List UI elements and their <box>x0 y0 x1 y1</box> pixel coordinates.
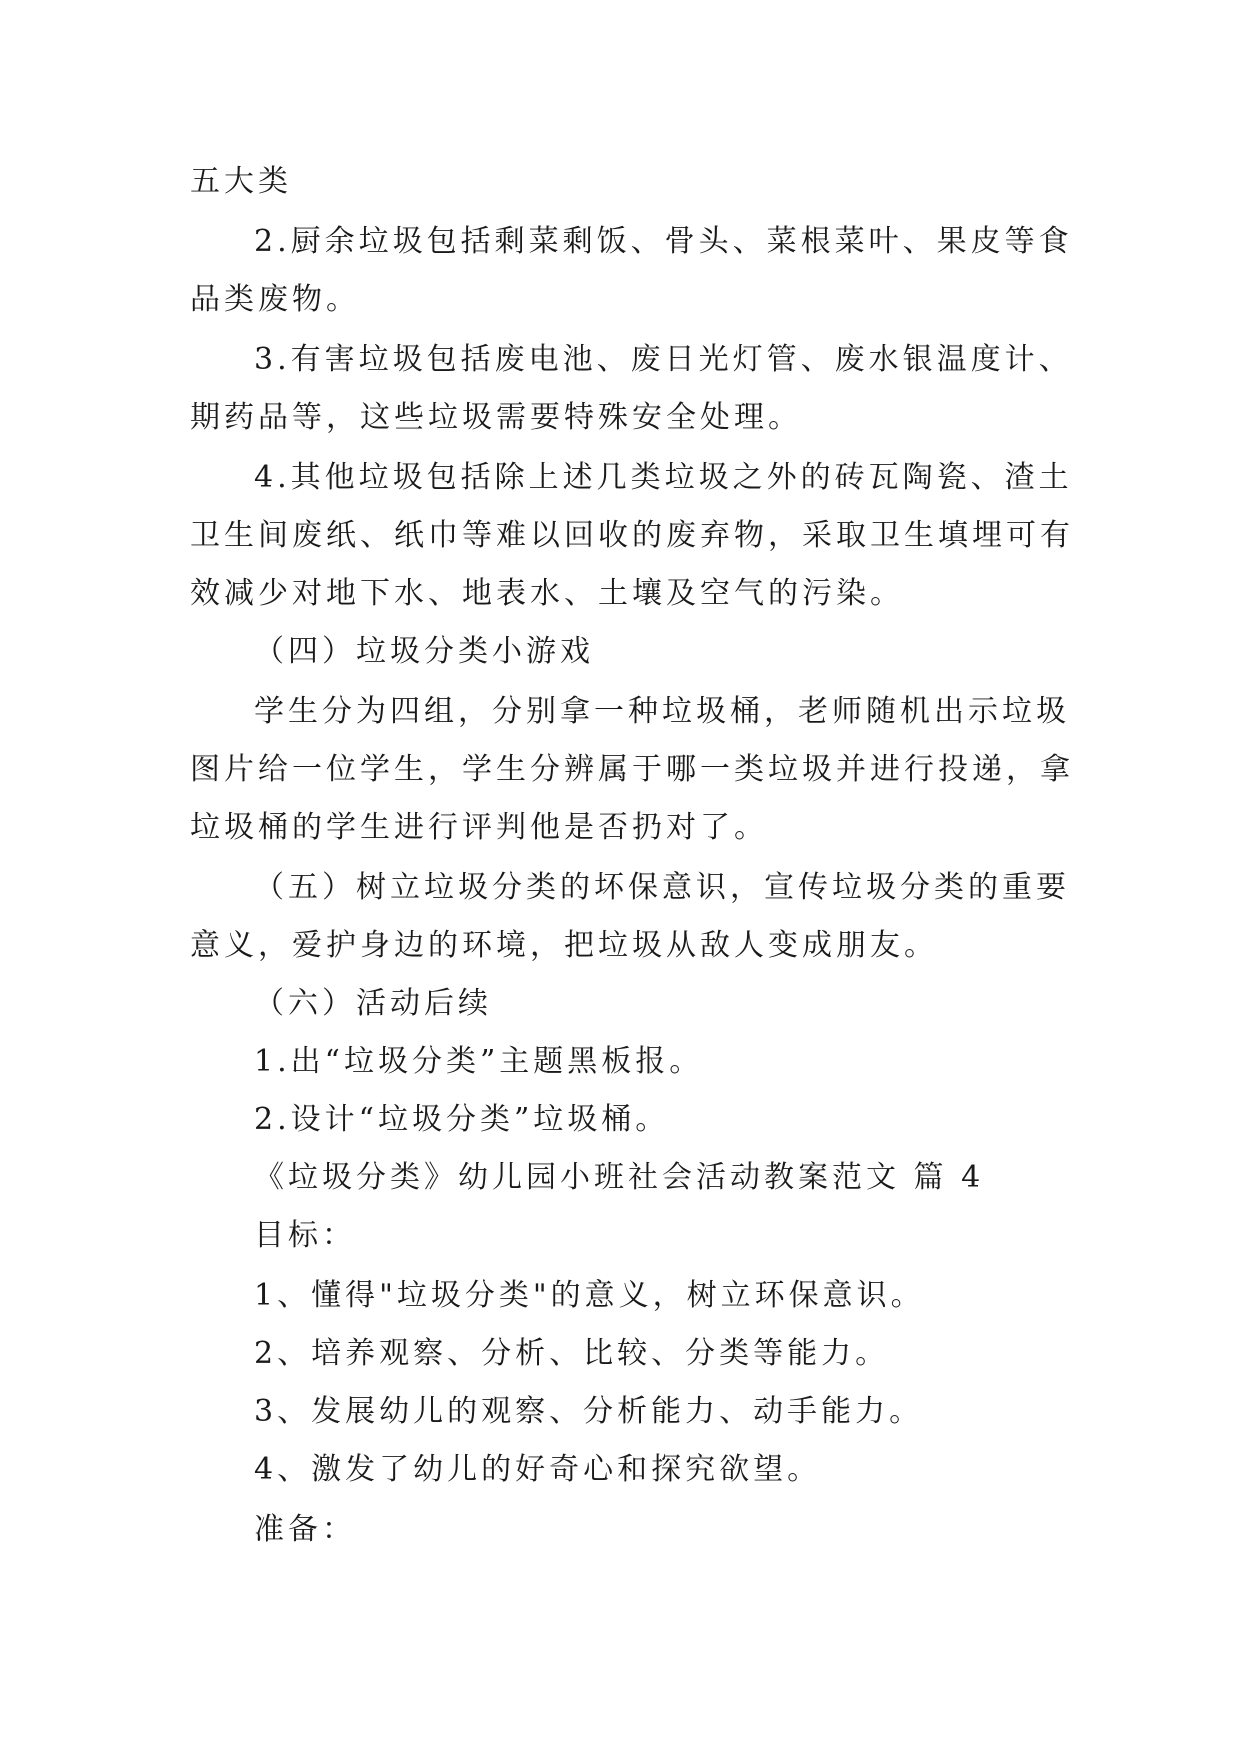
text-line: 3.有害垃圾包括废电池、废日光灯管、废水银温度计、 <box>254 342 1073 377</box>
section-heading: （四）垃圾分类小游戏 <box>254 634 594 669</box>
text-line: 学生分为四组，分别拿一种垃圾桶，老师随机出示垃圾 <box>254 694 1070 729</box>
list-item: 2、培养观察、分析、比较、分类等能力。 <box>254 1336 890 1371</box>
text-line: 1.出“垃圾分类”主题黑板报。 <box>254 1044 704 1079</box>
article-title: 《垃圾分类》幼儿园小班社会活动教案范文 篇 4 <box>254 1160 985 1195</box>
text-line: 垃圾桶的学生进行评判他是否扔对了。 <box>190 810 768 845</box>
section-heading: （六）活动后续 <box>254 986 492 1021</box>
text-line: 效减少对地下水、地表水、土壤及空气的污染。 <box>190 576 904 611</box>
list-item: 4、激发了幼儿的好奇心和探究欲望。 <box>254 1452 822 1487</box>
text-line: 品类废物。 <box>190 282 360 317</box>
text-line: 期药品等，这些垃圾需要特殊安全处理。 <box>190 400 802 435</box>
text-line: 2.设计“垃圾分类”垃圾桶。 <box>254 1102 670 1137</box>
section-heading: 目标： <box>254 1218 356 1253</box>
section-heading: 准备： <box>254 1512 356 1547</box>
text-line: 2.厨余垃圾包括剩菜剩饭、骨头、菜根菜叶、果皮等食 <box>254 224 1073 259</box>
list-item: 3、发展幼儿的观察、分析能力、动手能力。 <box>254 1394 924 1429</box>
text-line: 意义，爱护身边的环境，把垃圾从敌人变成朋友。 <box>190 928 938 963</box>
text-line: 卫生间废纸、纸巾等难以回收的废弃物，采取卫生填埋可有 <box>190 518 1074 553</box>
text-line: 4.其他垃圾包括除上述几类垃圾之外的砖瓦陶瓷、渣土 <box>254 460 1073 495</box>
text-line: 五大类 <box>190 164 292 199</box>
text-line: 图片给一位学生，学生分辨属于哪一类垃圾并进行投递，拿 <box>190 752 1074 787</box>
list-item: 1、懂得"垃圾分类"的意义，树立环保意识。 <box>254 1278 925 1313</box>
section-heading: （五）树立垃圾分类的坏保意识，宣传垃圾分类的重要 <box>254 870 1070 905</box>
